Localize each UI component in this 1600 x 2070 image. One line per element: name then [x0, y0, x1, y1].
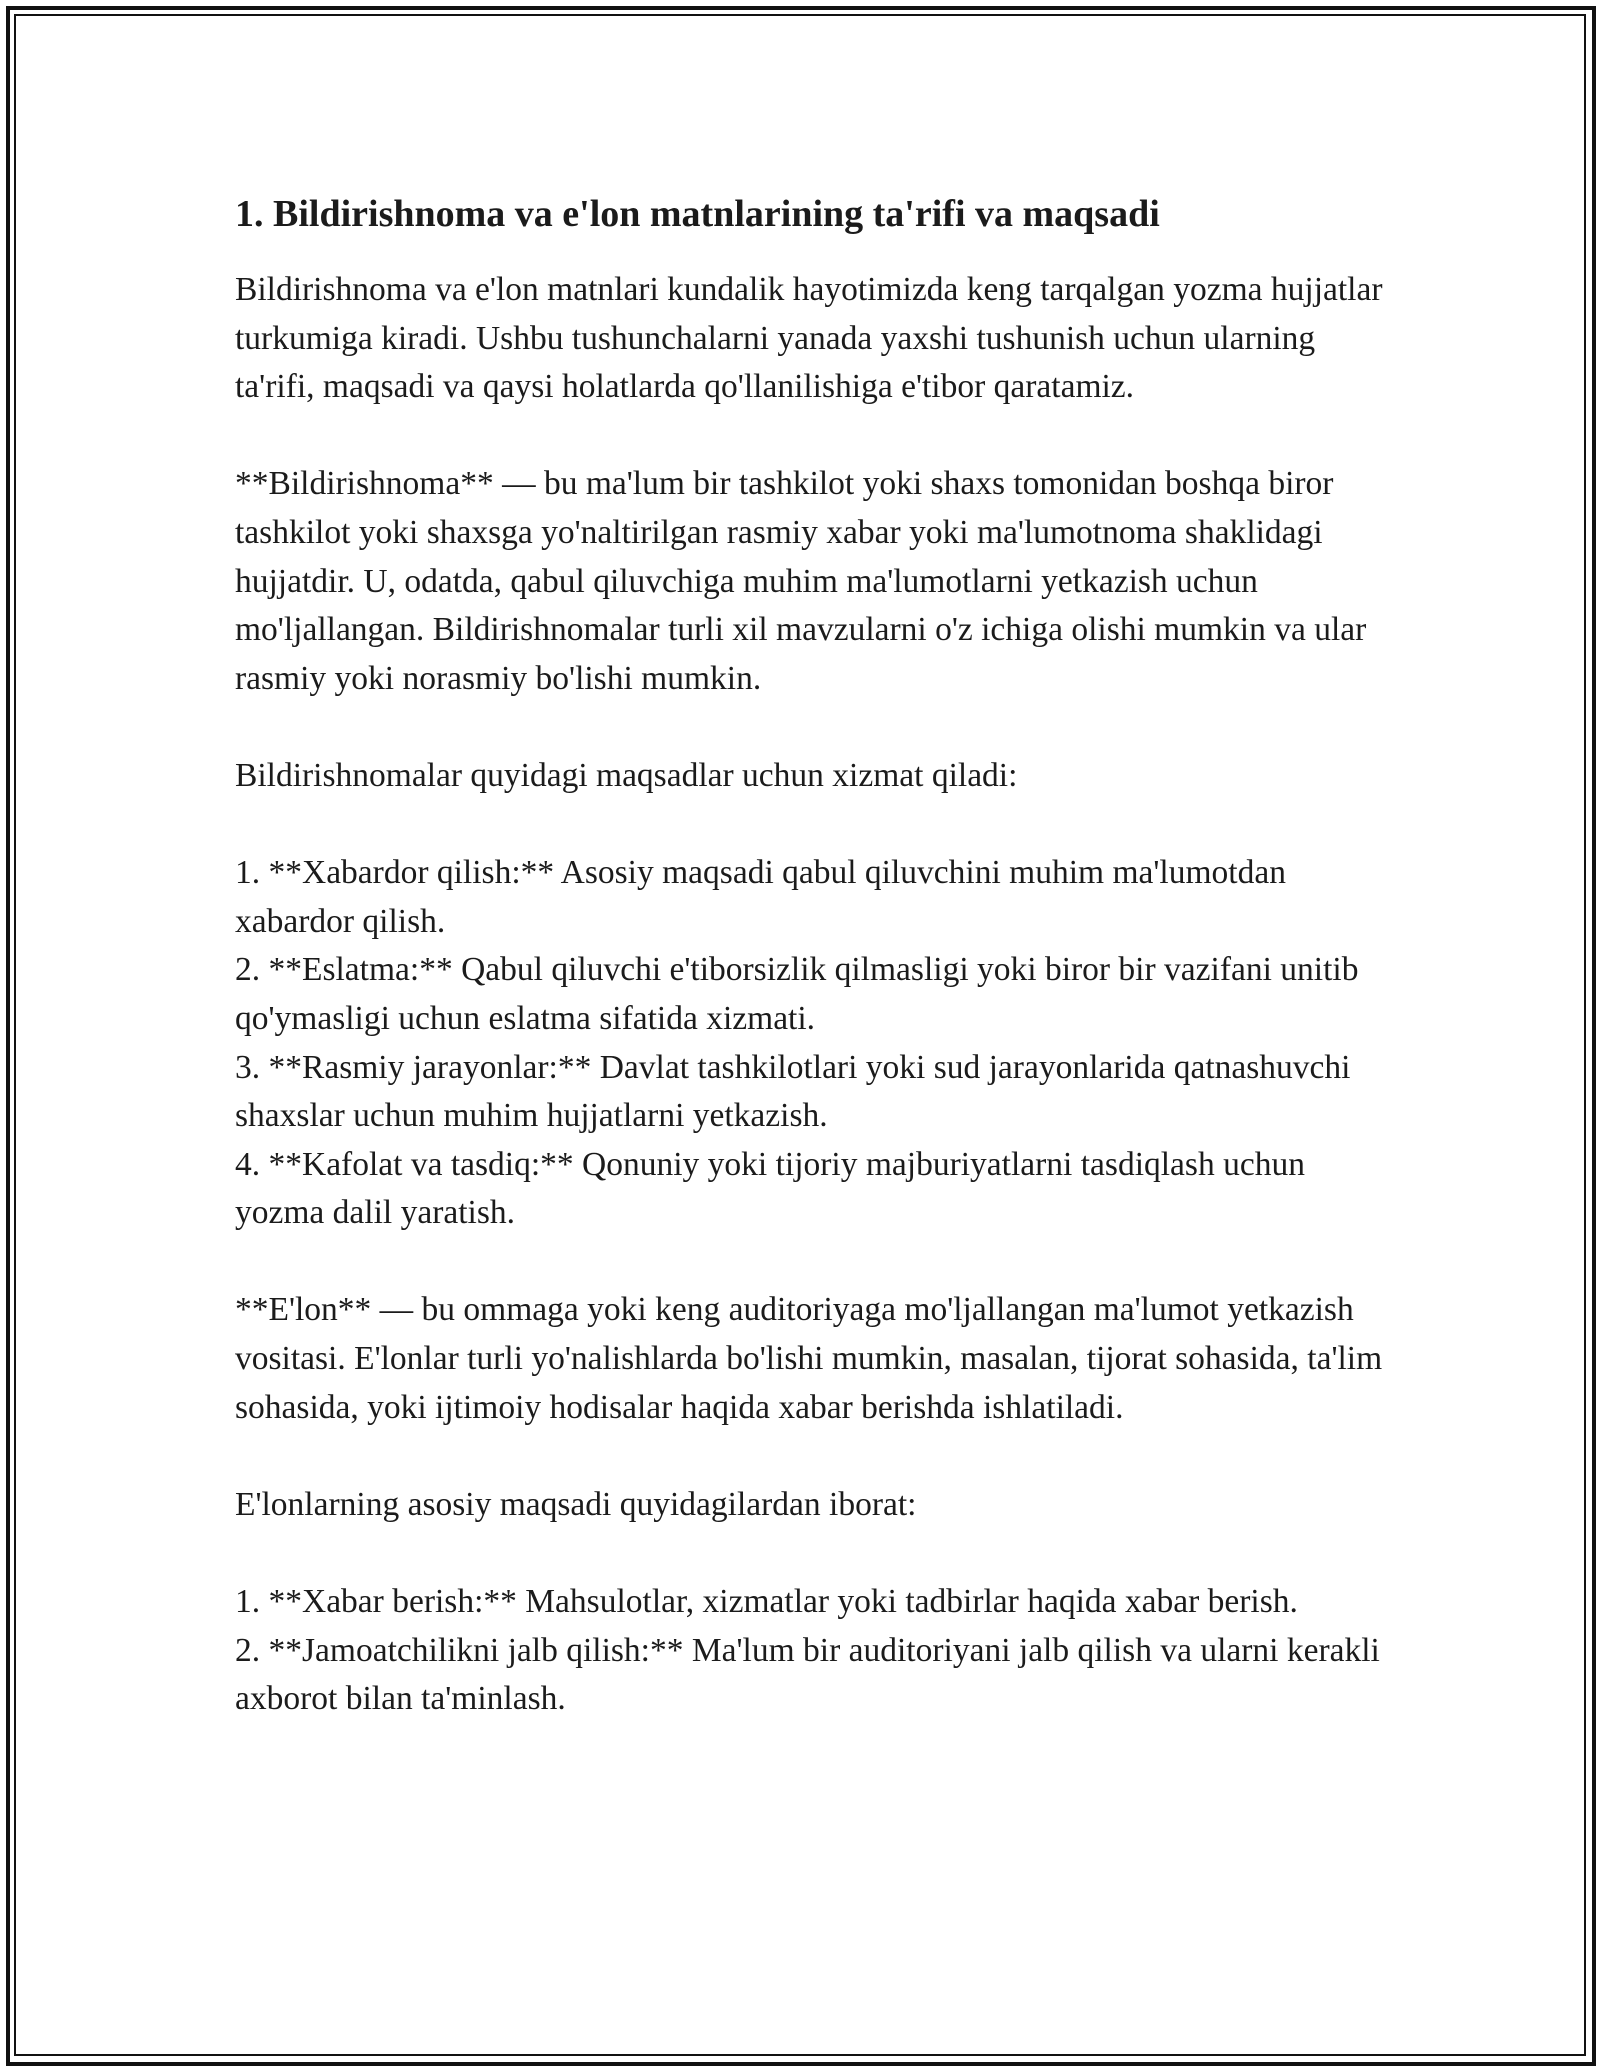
list-item: 2. **Eslatma:** Qabul qiluvchi e'tiborsizlik qilmasligi yoki biror bir vazifani unitib qo'ymasligi uchun eslatma sifatida xizmati.	[235, 951, 1359, 1037]
paragraph-gap	[235, 1529, 1385, 1578]
elon-purposes-list	[235, 1578, 1385, 1724]
elon-definition: **E'lon** — bu ommaga yoki keng auditoriyaga mo'ljallangan ma'lumot yetkazish vositasi. E'lonlar turli yo'nalishlarda bo'lishi mumkin, masalan, tijorat sohasida, ta'lim sohasida, yoki ijtimoiy hodisalar haqida xabar berishda ishlatiladi.	[235, 1291, 1383, 1426]
paragraph-gap	[235, 1238, 1385, 1287]
document-body	[235, 186, 1385, 1724]
list-item: 3. **Rasmiy jarayonlar:** Davlat tashkilotlari yoki sud jarayonlarida qatnashuvchi shaxslar uchun muhim hujjatlarni yetkazish.	[235, 1048, 1351, 1135]
list-item: 1. **Xabardor qilish:** Asosiy maqsadi qabul qiluvchini muhim ma'lumotdan xabardor qilish.	[235, 854, 1286, 940]
bildirishnoma-purposes-list	[235, 849, 1385, 1238]
page-title: 1. Bildirishnoma va e'lon matnlarining ta'rifi va maqsadi	[235, 193, 1160, 235]
elon-purposes-intro: E'lonlarning asosiy maqsadi quyidagilardan iborat:	[235, 1485, 917, 1523]
list-item: 2. **Jamoatchilikni jalb qilish:** Ma'lum bir auditoriyani jalb qilish va ularni kerakli axborot bilan ta'minlash.	[235, 1631, 1380, 1718]
bildirishnoma-definition: **Bildirishnoma** — bu ma'lum bir tashkilot yoki shaxs tomonidan boshqa biror tashkilot yoki shaxsga yo'naltirilgan rasmiy xabar yoki ma'lumotnoma shaklidagi hujjatdir. U, odatda, qabul qiluvchiga muhim ma'lumotlarni yetkazish uchun mo'ljallangan. Bildirishnomalar turli xil mavzularni o'z ichiga olishi mumkin va ular rasmiy yoki norasmiy bo'lishi mumkin.	[235, 465, 1367, 697]
intro-paragraph: Bildirishnoma va e'lon matnlari kundalik hayotimizda keng tarqalgan yozma hujjatlar turkumiga kiradi. Ushbu tushunchalarni yanada yaxshi tushunish uchun ularning ta'rifi, maqsadi va qaysi holatlarda qo'llanilishiga e'tibor qaratamiz.	[235, 271, 1383, 406]
bildirishnoma-purposes-intro: Bildirishnomalar quyidagi maqsadlar uchun xizmat qiladi:	[235, 756, 1018, 794]
list-item: 1. **Xabar berish:** Mahsulotlar, xizmatlar yoki tadbirlar haqida xabar berish.	[235, 1583, 1298, 1621]
paragraph-gap	[235, 1432, 1385, 1481]
paragraph-gap	[235, 801, 1385, 850]
list-item: 4. **Kafolat va tasdiq:** Qonuniy yoki tijoriy majburiyatlarni tasdiqlash uchun yozma dalil yaratish.	[235, 1145, 1305, 1232]
paragraph-gap	[235, 412, 1385, 461]
paragraph-gap	[235, 703, 1385, 752]
